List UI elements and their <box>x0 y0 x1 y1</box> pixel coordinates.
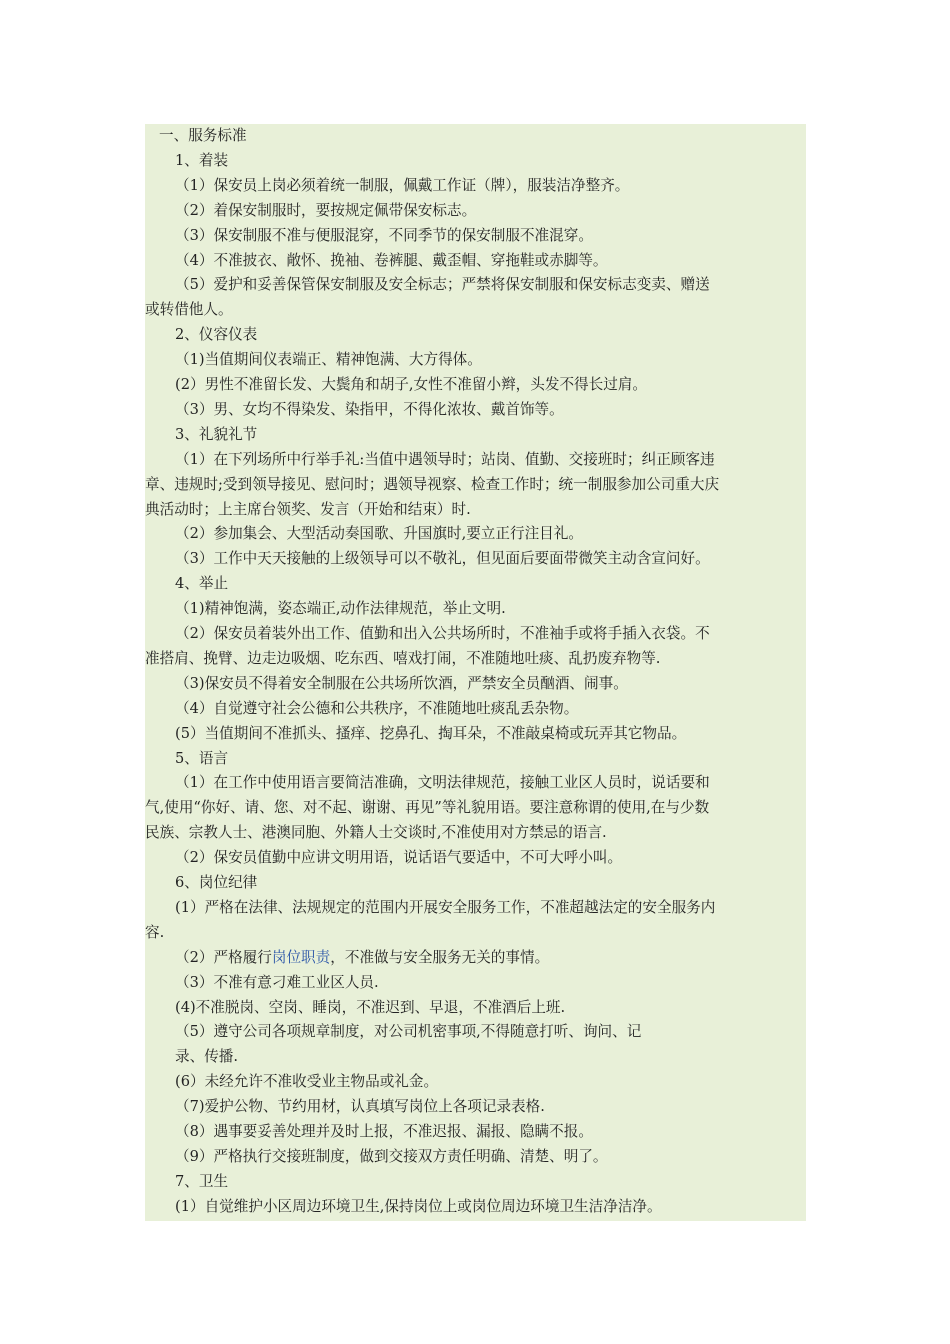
text-line: （3）不准有意刁难工业区人员. <box>175 973 379 991</box>
text-line: 章、违规时;受到领导接见、慰问时；遇领导视察、检查工作时；统一制服参加公司重大庆 <box>145 475 720 493</box>
text-line: （2）着保安制服时，要按规定佩带保安标志。 <box>175 201 477 219</box>
text-line: 1、着装 <box>175 151 229 169</box>
text-line: 2、仪容仪表 <box>175 326 258 344</box>
text-line <box>175 946 549 970</box>
text-line: （8）遇事要妥善处理并及时上报，不准迟报、漏报、隐瞒不报。 <box>175 1123 593 1140</box>
text-line: （1)当值期间仪表端正、精神饱满、大方得体。 <box>175 351 482 369</box>
text-line: 准搭肩、挽臂、边走边吸烟、吃东西、嘻戏打闹，不准随地吐痰、乱扔废弃物等. <box>145 649 661 667</box>
text-line: （3）男、女均不得染发、染指甲，不得化浓妆、戴首饰等。 <box>175 400 564 418</box>
text-line: (5）当值期间不准抓头、搔痒、挖鼻孔、掏耳朵，不准敲桌椅或玩弄其它物品。 <box>175 724 687 742</box>
text-line: 民族、宗教人士、港澳同胞、外籍人士交谈时,不准使用对方禁忌的语言. <box>145 824 607 842</box>
text-line: 或转借他人。 <box>145 301 233 319</box>
text-line: 6、岗位纪律 <box>175 874 258 891</box>
text-line: 3、礼貌礼节 <box>175 425 258 443</box>
text-line: (2）男性不准留长发、大鬓角和胡子,女性不准留小辫，头发不得长过肩。 <box>175 376 648 393</box>
text-line: （3）工作中天天接触的上级领导可以不敬礼，但见面后要面带微笑主动含宣问好。 <box>175 550 710 568</box>
job-duties-link[interactable]: 岗位职责 <box>271 948 331 966</box>
text-line: （2）保安员值勤中应讲文明用语，说话语气要适中，不可大呼小叫。 <box>175 849 623 867</box>
text-line: 4、举止 <box>175 575 229 593</box>
text-line: （9）严格执行交接班制度，做到交接双方责任明确、清楚、明了。 <box>175 1147 608 1165</box>
text-line: （1)精神饱满，姿态端正,动作法律规范，举止文明. <box>175 600 506 618</box>
line-text: （2）严格履行 <box>175 948 272 966</box>
text-line: (1）严格在法律、法规规定的范围内开展安全服务工作，不准超越法定的安全服务内 <box>175 898 716 916</box>
text-line: 气,使用“你好、请、您、对不起、谢谢、再见”等礼貌用语。要注意称谓的使用,在与少数 <box>145 799 710 817</box>
text-line: 5、语言 <box>175 749 229 767</box>
text-line: （3）保安制服不准与便服混穿，不同季节的保安制服不准混穿。 <box>175 226 593 244</box>
text-line: （2）保安员着装外出工作、值勤和出入公共场所时，不准袖手或将手插入衣袋。不 <box>175 625 710 642</box>
text-line: （3)保安员不得着安全制服在公共场所饮酒，严禁安全员酗酒、闹事。 <box>175 674 628 692</box>
text-line: (6）未经允许不准收受业主物品或礼金。 <box>175 1073 439 1091</box>
text-line: （1）在工作中使用语言要简洁准确，文明法律规范，接触工业区人员时，说话要和 <box>175 774 710 792</box>
text-line: 录、传播. <box>175 1048 239 1066</box>
text-line: （4）不准披衣、敞怀、挽袖、卷裤腿、戴歪帽、穿拖鞋或赤脚等。 <box>175 251 608 269</box>
text-line: 7、卫生 <box>175 1172 229 1190</box>
document-body <box>145 124 806 1221</box>
line-text-after-link: ，不准做与安全服务无关的事情。 <box>330 948 550 966</box>
text-line: （5）遵守公司各项规章制度，对公司机密事项,不得随意打听、询问、记 <box>175 1023 642 1041</box>
text-line: （5）爱护和妥善保管保安制服及安全标志；严禁将保安制服和保安标志变卖、赠送 <box>175 276 710 294</box>
text-line: 一、服务标准 <box>159 127 247 144</box>
text-line: 容. <box>145 923 165 941</box>
text-line: （4）自觉遵守社会公德和公共秩序，不准随地吐痰乱丢杂物。 <box>175 699 579 717</box>
text-line: （1）保安员上岗必须着统一制服，佩戴工作证（牌），服装洁净整齐。 <box>175 176 630 194</box>
text-line: 典活动时；上主席台领奖、发言（开始和结束）时. <box>145 500 471 518</box>
text-line: (4)不准脱岗、空岗、睡岗，不准迟到、早退，不准酒后上班. <box>175 998 566 1016</box>
text-line: （1）在下列场所中行举手礼:当值中遇领导时；站岗、值勤、交接班时；纠正顾客违 <box>175 450 715 468</box>
text-line: （2）参加集会、大型活动奏国歌、升国旗时,要立正行注目礼。 <box>175 525 583 543</box>
text-line: （7)爱护公物、节约用材，认真填写岗位上各项记录表格. <box>175 1098 545 1116</box>
text-line: (1）自觉维护小区周边环境卫生,保持岗位上或岗位周边环境卫生洁净洁净。 <box>175 1197 662 1215</box>
